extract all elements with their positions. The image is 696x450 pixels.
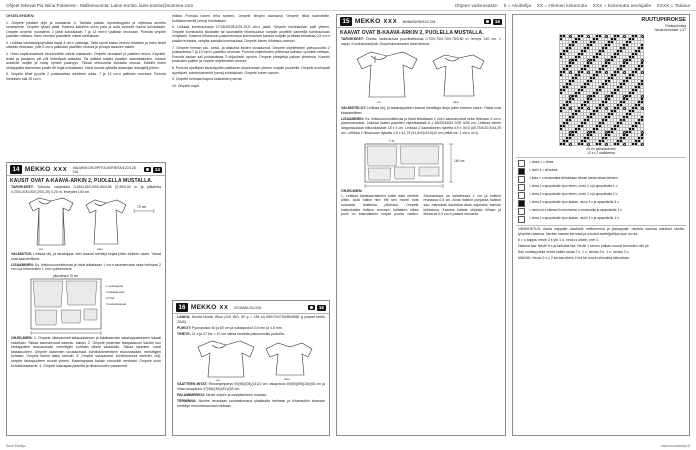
intro-b1: 6. Leikkaa kuminauhasta 27/28/28/28,5/29-29,5 cm:n palat. Ompele kuminauhan palit yhteen. Ompele kuminauha sikukatiin tai saumaville hihansuuhun nurjalle puoleille sametilla kuminauhaan venyttaen. Kaanna hihansuun paarimennasa kuminauhan kanssa nurjalle ja tikkaa tehaassa 0,5 cm:n paalta reunasta, venytta samalla kuminauhaa. Ompele toinen hihansuu samoin. bbox=[172, 25, 330, 43]
pattern-14-cutting-layout bbox=[11, 273, 161, 335]
chart-row bbox=[559, 143, 643, 146]
seam-text-14: Ks. leikkuusuunnitelmaa ja hisat leikataaan 1 cm:n saumanvarat seka helmaan 2 cm:n ja hihansuihin 1 cm:n paikenvarat. bbox=[11, 262, 161, 272]
instr-label-15: OHJELMIEN: bbox=[341, 189, 363, 194]
pattern-14-title bbox=[7, 163, 165, 176]
pattern-16-gauge bbox=[177, 332, 325, 337]
intro-heading: OHJELEHDEN: bbox=[6, 13, 35, 18]
pattern-15-number: 15 bbox=[340, 17, 352, 26]
svg-text:etu: etu bbox=[216, 378, 221, 382]
pattern-16-stitch bbox=[177, 393, 325, 398]
chart-legend bbox=[516, 160, 686, 223]
chart-cell bbox=[568, 71, 571, 74]
camera-icon bbox=[144, 167, 151, 172]
chart-cell bbox=[604, 143, 607, 146]
pattern-15-name: MEKKO bbox=[354, 18, 381, 25]
stitch-text: Neule ohjeen ja osalyttaminen mukaan. bbox=[206, 393, 268, 398]
pattern-15-instructions: 1. Leikkaa takakaarrakkeen tutkin aate merkist pitkin. Auta halkin niin; etti sen monel nvat suurassa teistensa pitkeosa. Ompele halkoskaiste halkion reunaan, kaitaleen oikea puoli on kaarrakkeen nurjaa puolta vasten. Saumanvara on kaitaleessa 1 cm ja halkion reunassa 0,5 cm. Anna halkion pohjassa halkion sau- manvaran kaventua aivan kapeaksi, samoin leikkalssa. Kaanna kaitale ohjleiaa hiilaan ja tikkaa se 0,5 cm:n paasta reunasta. bbox=[341, 193, 501, 217]
materials-text-15: Ohutta, laskeutuvaa puuvillatrikoota 0,70/0,70/0,70/0,75/0,80 m, leveys 140 cm. 1 nappi. Kuminauhanlyhä. Ompelukoneeseen tavernineula. bbox=[341, 37, 501, 46]
legend-text: = siirra 1 s apupuikolle tyon eteen, neulo 1 o ja apupuikolta 1 o bbox=[529, 183, 618, 188]
chart-cell bbox=[568, 107, 571, 110]
prep-text-14: Leikkaa ohj- ja takakappa- leen kaavat merkityt kinjaa jolien tuhteen vaare. Ylasat ovat kaavamilkeet. bbox=[11, 252, 161, 261]
pattern-16-page: 16 bbox=[318, 305, 324, 310]
pattern-15-materials bbox=[341, 37, 501, 46]
pattern-15-panel bbox=[336, 14, 506, 436]
difficulty-4: XXXX = Taitava bbox=[656, 2, 690, 8]
pattern-14-schematic bbox=[11, 195, 161, 251]
pattern-14-name: MEKKO bbox=[24, 166, 51, 173]
pattern-16-panel bbox=[172, 300, 330, 436]
chart-title: RUUTUPIIROKSE bbox=[641, 17, 686, 23]
chart-cell bbox=[604, 71, 607, 74]
materials-label-14: TARVIKKEET: bbox=[11, 185, 34, 189]
chart-cell bbox=[640, 131, 643, 134]
legend-item bbox=[518, 216, 684, 223]
chart-grid bbox=[559, 34, 644, 146]
column-2 bbox=[172, 14, 330, 436]
legend-text: = siirra 2 s apupuikolle tyon eteen, neulo 2 o ja apupuikolta 2 o bbox=[529, 191, 618, 196]
svg-text:2 takakappale: 2 takakappale bbox=[106, 290, 125, 295]
materials-label-15: TARVIKKEET: bbox=[341, 37, 364, 41]
footer-right: www.suurikasityo.fi bbox=[661, 444, 690, 448]
yarn-text: Novita Nordic Wool (100 WO, 50 g = 135 m) 650/700/750/800/850 g (ohjeet kehto 2040). bbox=[177, 315, 325, 324]
legend-text: = kaks 1 s neulomatta silmukkaan oikean kautta takaa kiertaen bbox=[529, 175, 618, 180]
chart-sub2: Neula kerrokset 1-37 bbox=[654, 28, 686, 32]
svg-text:4 taskukappale: 4 taskukappale bbox=[106, 302, 127, 307]
header-credits: Ohjeet tekevat Pia Niina Polanene - Mallineuvonta: Laine Kontio, laine.kontio@suomea.com bbox=[6, 2, 194, 8]
pattern-16-title bbox=[173, 301, 329, 314]
intro-p2: 3. Leikkaa kaintasohjeiyhdista kaysi 4 cm:n paikkaja. Taita nyorit kakso kerroin tekseksi ja harsi lenkit oikeaan eksinaan, jolle 2 cm:n paikkaan paantien reunaa ja ja kapit lasasien sakee. bbox=[6, 40, 166, 50]
legend-item bbox=[518, 176, 684, 183]
chart-cell bbox=[622, 143, 625, 146]
chart-note-3: Hainnot taa: Neule 5 s ja taitoista taa. Neule 1 kerros paikan nuurat kerrosten niin yli. bbox=[518, 243, 650, 248]
legend-text: = neulo kd s oikeaa ili nivonimeksi s neulomalla ja apupuikolta 1 o bbox=[529, 207, 622, 212]
pattern-15-size: 80/86/92/98/104 CM bbox=[402, 19, 436, 24]
pattern-16-photo-ref bbox=[308, 305, 326, 311]
instr-label-14: OHJELMIEN: bbox=[11, 336, 33, 341]
chart-sub1: Ruutupiiroksa bbox=[665, 24, 686, 28]
difficulty-1: 0 = Aloittelija bbox=[503, 2, 532, 8]
needles-text: Pyoropuikot 40 ja 80 cm ja sukkapuikot 3,5 mm ja 4,5 mm. bbox=[191, 325, 283, 330]
difficulty-2: XX = Hieman kokenutta bbox=[536, 2, 588, 8]
legend-text: = nurin s = silmukka bbox=[529, 167, 558, 172]
pattern-14-stars: XXX bbox=[53, 166, 68, 173]
intro-closing: 10. Ompele napit. bbox=[172, 83, 200, 88]
stitch-label: PALAMIMERKKI: bbox=[177, 393, 206, 398]
chart-cell bbox=[604, 107, 607, 110]
chart-cell bbox=[586, 35, 589, 38]
chart-panel bbox=[512, 14, 690, 436]
pattern-14-instructions bbox=[11, 336, 161, 368]
chart-cell bbox=[640, 59, 643, 62]
instr-text-14: 1. Ompele olkasaumat+takapaalaesen ja takakaarrake takakappaleeseen sikaali valokkain. Tikkaa saumanvarat kaarrak- kaisiin. 2. Ompele pistemae takapaasoon kaulan suu etukappalen sivusaumaat, merkittyjen kohtaan oikeat sastakaiin. Tikkaa saumien- varat taskapuoleen. Ompele osavimien sivusaumaat, kohdistusmerkitem sivusnaavaan, merkittyjen kohtaan. Ompele toinen tasku samoin. 3. Ompele sivusaumat, kohdistusnuot merkitel, ohjt. ompele taskapuoleen nuurat yhteen. Kaannapassa kaulan sivusvidit merkattu. Ompele suun kohdistussaumat. 4. Ompele kaavapaa paanitta ja hihansuuden paarimmet. bbox=[11, 336, 161, 368]
column-3 bbox=[336, 14, 506, 436]
chart-width-label: 28 cm palmikkokuvio bbox=[586, 147, 616, 151]
chart-cell bbox=[604, 95, 607, 98]
legend-symbol-icon bbox=[518, 160, 525, 167]
chart-cell bbox=[604, 59, 607, 62]
legend-item bbox=[518, 192, 684, 199]
technique-text: Neulee neulotaan saumattomana ylaaltaalta helmaan ja hihansuihin kaavaan merkityn neulomissuuman mukaan. bbox=[177, 399, 325, 408]
pattern-15-page: 15 bbox=[494, 19, 500, 24]
pattern-14-size: VALMISKOKO/PITUUS/RINTA/122/128 CM bbox=[72, 165, 136, 174]
pattern-14-panel bbox=[6, 162, 166, 436]
chart-cell bbox=[622, 35, 625, 38]
chart-note-1: VANHEISTUS: Aseta nappaile olautside neittokirmoa ja ylakappale; neulota saumat olautiset sivulta lyhyidien kaanna. Neulan kaaran kerrosta ja nosotut aseteljyellipa tyon iso ila. bbox=[518, 227, 684, 236]
svg-text:taka: taka bbox=[284, 377, 290, 382]
divider bbox=[516, 157, 686, 158]
chart-note-2: 6 = o kappa: neule 2 s yht 1 o, neulo s oikein, mer 2. bbox=[518, 237, 600, 242]
intro-b2: 7. Ompele helman yla-, keski- ja alakohta tisiden sivusaumat. Ompele ohjeleheden ydesosuuhto 2 poistautetaa 7 ja 13 mm:n paallisin neuroaa. Pumota ohjeleheden yhteensa sulhaun vyohtein reittaan. Pumota kaulan sali poistautetaa 3 ohjauksen nyroon. Ompele yhtaytteja paloan yhteensa. Kannini kaulusten pallein ja ompele ohjeleheden reunaa. bbox=[172, 45, 330, 64]
chart-cell bbox=[640, 143, 643, 146]
legend-item bbox=[518, 200, 684, 207]
intro-b3: 8. Pumota ajuntlyket kaulsilyydlen palikseen sisareunaan yhteen nurjalle puoleelle. Ompele avolmpalii ajuntlyket, kohdistusmerkit (sena) kohdakkain. Ompele toinen sanoin. bbox=[172, 65, 330, 75]
chart-cell bbox=[568, 59, 571, 62]
camera-icon bbox=[484, 19, 491, 24]
intro-continued bbox=[172, 14, 330, 88]
pattern-16-stars: XX bbox=[219, 304, 229, 311]
pattern-14-page: 14 bbox=[154, 167, 160, 172]
legend-symbol-icon bbox=[518, 184, 525, 191]
chart-cell bbox=[640, 71, 643, 74]
difficulty-label: Ohjeen vaikeusaste: bbox=[454, 2, 499, 8]
gauge-text: 21 s ja 27 krs = 10 cm sileaa neuletta paksummilla puikoilla. bbox=[191, 331, 285, 336]
chart-cell bbox=[622, 59, 625, 62]
difficulty-3: XXX = Kokenutta neulojalle bbox=[592, 2, 652, 8]
pattern-16-technique bbox=[177, 399, 325, 408]
header-difficulty bbox=[455, 0, 690, 11]
measures-label: VAATTEEN MITAT: bbox=[177, 382, 208, 387]
intro-p4: 5. Ompele kihat pyorille 2 poistautetaa meinteen oikks. 7 ja 13 cm:n paikkain nuurasta. Pumota merkiisen sali 15 cm:n bbox=[6, 72, 166, 82]
pattern-14-number: 14 bbox=[10, 165, 22, 174]
chart-cell bbox=[622, 95, 625, 98]
chart-cell bbox=[604, 35, 607, 38]
chart-repeat-label: 12 s x 2 mallikertaa bbox=[587, 151, 615, 155]
pattern-14-seam bbox=[11, 263, 161, 272]
pattern-15-subtitle: KAAVAT OVAT B-KAAVA-ARKIN 2, PUOLELLA MUSTALLA. bbox=[340, 30, 484, 36]
svg-text:1 etukappale: 1 etukappale bbox=[106, 284, 124, 289]
svg-text:70 cm: 70 cm bbox=[137, 205, 147, 210]
pattern-14-prep bbox=[11, 252, 161, 261]
intro-tail: mittaa. Pumota toinen teha saneen. Ompele hihojen sisasavut. Ompele hihat kadenteille, kohdistusmerkit (sena) kohdakkain. bbox=[172, 14, 330, 23]
measures-text: Rinnanymparys 90(98)/(06)(14)22 cm, takapituus 59(59)(59)(18)/(65 cm ja hihan sisapituus 47(48)/(49)/(51)/(53 cm. bbox=[177, 382, 325, 391]
chart-cell bbox=[586, 143, 589, 146]
pattern-16-needles bbox=[177, 326, 325, 331]
knitting-chart bbox=[516, 32, 686, 155]
chart-cell bbox=[586, 95, 589, 98]
chart-cell bbox=[568, 131, 571, 134]
footer-left: Suuri Kasityo bbox=[6, 444, 26, 448]
chart-note-4: Kan nullakyydella kerrta kaikki naula 2 s, 1 o, kertaa 3 s, 1 n, kertaa 2 o. bbox=[518, 250, 630, 255]
column-1 bbox=[6, 14, 166, 436]
chart-cell bbox=[568, 95, 571, 98]
materials-text-14: Trikoota, vaaleahko 0,45/0,45/0,50/0,50/0,55 (0,95/0,60 m ja pitkahiha 0,20/0,20/0,20/0,20/0,20) 0,25 m, leveydet 140 cm. bbox=[11, 185, 161, 194]
legend-item bbox=[518, 160, 684, 167]
pattern-14-photo-ref bbox=[144, 167, 162, 173]
prep-text-15: Leikkaa ohj- ja takakappaleen kaavat merkittyja lisoja jolien tuhteen vaare. Ylasat ovat kaavamilkeet. bbox=[341, 106, 501, 115]
svg-text:pituudesen 70 cm: pituudesen 70 cm bbox=[53, 274, 79, 279]
legend-symbol-icon bbox=[518, 192, 525, 199]
chart-cell bbox=[586, 59, 589, 62]
seam-label-14: LISAAMINEN: bbox=[11, 262, 34, 267]
pattern-15-title bbox=[337, 15, 505, 28]
chart-note-5: MAINIO: Neulo 2 s x 2 kertaa oikein 2 krs tai nuurin silmukka silmukkaa. bbox=[518, 256, 630, 261]
chart-cell bbox=[640, 107, 643, 110]
seam-label-15: LISAAMINEN: bbox=[341, 116, 364, 121]
legend-symbol-icon bbox=[518, 216, 525, 223]
chart-cell bbox=[622, 71, 625, 74]
chart-cell bbox=[640, 95, 643, 98]
legend-text: = siirra 1 s apupuikolle tyon taakse, neulo 1 o ja apupuikolta 1 n bbox=[529, 215, 619, 220]
gauge-label: TIHEYS: bbox=[177, 331, 191, 336]
divider bbox=[516, 225, 686, 226]
svg-text:etu: etu bbox=[39, 247, 44, 252]
chart-cell bbox=[604, 131, 607, 134]
prep-label-14: VALMISTUS: bbox=[11, 252, 33, 257]
pattern-16-yarn bbox=[177, 315, 325, 324]
pattern-16-measures bbox=[177, 382, 325, 391]
svg-text:taka: taka bbox=[97, 247, 103, 252]
pattern-16-size: XS/S/M/L/XL/XXL bbox=[233, 305, 263, 310]
pattern-16-name: MEKKO bbox=[190, 304, 217, 311]
yarn-label: LANKA: bbox=[177, 315, 191, 319]
legend-text: = oikea 1 = oikea bbox=[529, 159, 554, 164]
intro-p1: 1. Ompele jokaiset ohje ja osoaamat. 2. Tarkista paidan myoetaisyydes ja ohjeessa annettu neulesuhde. Ompele lyhyet palat. Kaanna kaitalein sivun pala ja auta avoimet nuorat kohdakkain. Ompele avoimin nuorailmin 2 ja/tai kohdakkain 7 ja 13 mm:n paallisin neuroaan. Pumota ompele paantien reittaus. Hanu reuneet paantielle oikeat siestakaan. bbox=[6, 20, 166, 39]
prep-label-15: VALMISTELUT: bbox=[341, 106, 367, 111]
technique-label: TERMINNA: bbox=[177, 399, 197, 404]
chart-cell bbox=[586, 107, 589, 110]
legend-symbol-icon bbox=[518, 176, 525, 183]
seam-text-15: Ks. leikkuusuunnitelmaa ja hisat leikataaan 1 cm:n saumanvarat seka helmaan 2 cm:n paarinnanvarat. Leikkaa lisaksi paantien vlyketkaistale 8 x 55/25/45/54 9/29 4/35 cm. Leikkaa vireen langansuutaan hiiikoskaistale 18 x 4 cm. Leikkaa 2 kaarrakkeen rlyketta 4,5 x 30,5 (40,75/4/20,5/44,25 cm. Leikkaa 2 hihansuun rlyketta 4,5 x 41,75 (41,5/43/43,5)42 cm (mitat sis. 1 cm:n nv:t). bbox=[341, 116, 502, 135]
chart-cell bbox=[622, 107, 625, 110]
pattern-14-subtitle: KAUSIT OVAT A-KAAVA-ARKIN 2, PUOLELLA MUSTALLA. bbox=[10, 178, 153, 184]
pattern-15-cutting-layout bbox=[341, 136, 501, 188]
pattern-15-stars: XXX bbox=[383, 18, 398, 25]
chart-cell bbox=[586, 71, 589, 74]
needles-label: PUIKOT: bbox=[177, 325, 191, 330]
page-header bbox=[0, 0, 696, 11]
svg-text:3 hiha: 3 hiha bbox=[106, 296, 115, 301]
legend-symbol-icon bbox=[518, 208, 525, 215]
legend-item bbox=[518, 184, 684, 191]
legend-item bbox=[518, 168, 684, 175]
intro-p3: 4. Harsi napitussaanvat ekoreuneille oikeat sastakaiin. Ompele reunaiset pi paaitien reuna. Kaynteli, lenkit ja pasaisim piit pilii kirtteilyadi saitaalla. Tai katkilat kaipila paaitien saaimaatunlen. Kaanni asioeralt narjille ja nosty nyheet paalnyyn. Tikkaa ohiruueeat kohdalla reunaa. Katkillit eiden ehdappallia sisemman paalle 65 tingit kohdakkain. Harsi nuurat vylitailla alasanjan leavajellij jhteen. bbox=[6, 52, 166, 70]
pattern-15-schematic bbox=[341, 47, 501, 105]
pattern-16-schematic bbox=[186, 337, 316, 381]
pattern-14-materials bbox=[11, 185, 161, 194]
pattern-15-seam bbox=[341, 117, 501, 135]
legend-item bbox=[518, 208, 684, 215]
pattern-15-prep bbox=[341, 106, 501, 115]
pattern-16-number: 16 bbox=[176, 303, 188, 312]
svg-text:1 m: 1 m bbox=[389, 139, 395, 144]
pattern-15-photo-ref bbox=[484, 19, 502, 25]
chart-cell bbox=[568, 143, 571, 146]
chart-cell bbox=[568, 35, 571, 38]
svg-text:etu: etu bbox=[377, 100, 382, 105]
page-footer bbox=[6, 444, 690, 448]
chart-cell bbox=[586, 131, 589, 134]
intro-b4: 9. Ompele helmaan kapea kaistalinen parma. bbox=[172, 77, 243, 82]
camera-icon bbox=[308, 305, 315, 310]
intro-instructions bbox=[6, 14, 166, 82]
legend-symbol-icon bbox=[518, 200, 525, 207]
legend-symbol-icon bbox=[518, 168, 525, 175]
column-4 bbox=[512, 14, 690, 436]
svg-text:140 cm: 140 cm bbox=[454, 159, 465, 164]
svg-text:taka: taka bbox=[453, 100, 459, 105]
legend-text: = siirra 3 s apupuikolle tyon taakse, neulo 3 o ja apupuikolta 3 o bbox=[529, 199, 619, 204]
chart-cell bbox=[622, 131, 625, 134]
chart-cell bbox=[640, 35, 643, 38]
